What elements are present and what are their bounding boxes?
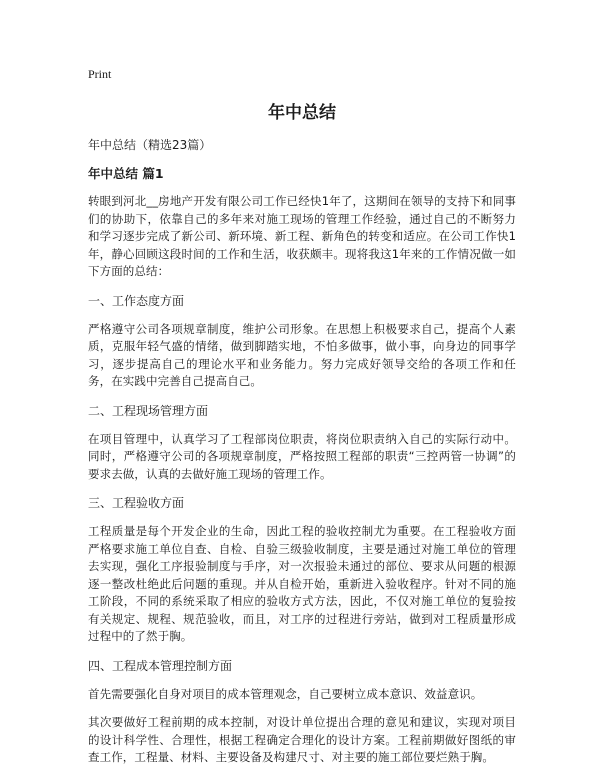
section-title: 年中总结 篇1	[88, 166, 164, 181]
heading-cost-control: 四、工程成本管理控制方面	[88, 658, 233, 673]
cost-control-paragraph-2: 其次要做好工程前期的成本控制，对设计单位提出合理的意见和建议，实现对项目的设计科学性、合理性，根据工程确定合理化的设计方案。工程前期做好图纸的审查工作，工程量、材料、主要设备及构建尺寸、对主要的施工部位要烂熟于胸。	[88, 715, 516, 764]
document-subtitle: 年中总结（精选23篇）	[88, 138, 212, 152]
document-title: 年中总结	[268, 103, 336, 123]
print-label: Print	[88, 67, 112, 81]
work-attitude-paragraph: 严格遵守公司各项规章制度，维护公司形象。在思想上积极要求自己，提高个人素质，克服年轻气盛的情绪，做到脚踏实地，不怕多做事，做小事，向身边的同事学习，逐步提高自己的理论水平和业务能力。努力完成好领导交给的各项工作和任务，在实践中完善自己提高自己。	[88, 321, 516, 388]
heading-work-attitude: 一、工作态度方面	[88, 293, 185, 308]
heading-site-management: 二、工程现场管理方面	[88, 403, 209, 418]
intro-paragraph: 转眼到河北__房地产开发有限公司工作已经快1年了，这期间在领导的支持下和同事们的协助下，依靠自己的多年来对施工现场的管理工作经验，通过自己的不断努力和学习逐步完成了新公司、新环境、新工程、新角色的转变和适应。在公司工作快1年，静心回顾这段时间的工作和生活，收获颇丰。现将我这1年来的工作情况做一如下方面的总结：	[88, 194, 516, 278]
acceptance-paragraph: 工程质量是每个开发企业的生命，因此工程的验收控制尤为重要。在工程验收方面严格要求施工单位自查、自检、自验三级验收制度，主要是通过对施工单位的管理去实现，强化工序报验制度与手序，对一次报验未通过的部位、要求从问题的根源逐一整改杜绝此后问题的重现。并从自检开始，重新进入验收程序。针对不同的施工阶段，不同的系统采取了相应的验收方式方法，因此，不仅对施工单位的复验按有关规定、规程、规范验收，而且，对工序的过程进行旁站，做到对工程质量形成过程中的了然于胸。	[88, 524, 516, 643]
document-page	[88, 66, 516, 778]
cost-control-paragraph-1: 首先需要强化自身对项目的成本管理观念，自己要树立成本意识、效益意识。	[88, 686, 483, 701]
heading-acceptance: 三、工程验收方面	[88, 496, 185, 510]
site-management-paragraph: 在项目管理中，认真学习了工程部岗位职责，将岗位职责纳入自己的实际行动中。同时，严格遵守公司的各项规章制度，严格按照工程部的职责“三控两管一协调”的要求去做，认真的去做好施工现场的管理工作。	[88, 431, 516, 481]
